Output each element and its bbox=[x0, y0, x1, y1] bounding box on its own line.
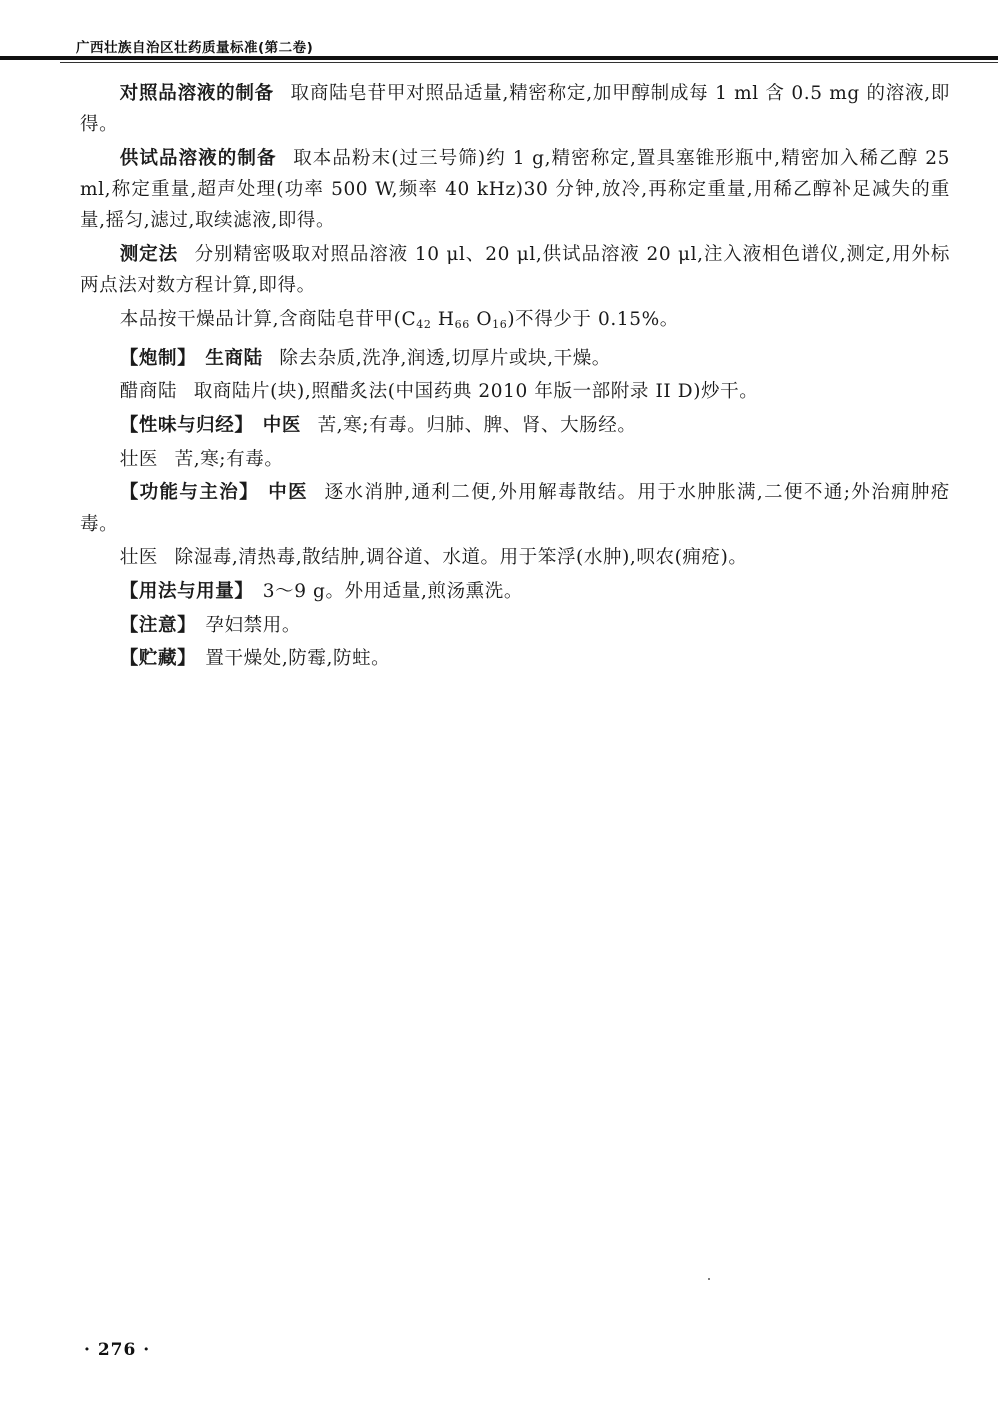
content-text-after: )不得少于 0.15%。 bbox=[507, 308, 679, 330]
reference-solution-label: 对照品溶液的制备 bbox=[119, 83, 274, 104]
processing-raw-label: 生商陆 bbox=[205, 347, 263, 369]
content-text-mid-2: O bbox=[469, 308, 493, 330]
caution-text: 孕妇禁用。 bbox=[205, 614, 301, 636]
paragraph-nature-meridian bbox=[80, 410, 950, 441]
nature-zhuang-text: 苦,寒;有毒。 bbox=[174, 448, 284, 470]
nature-zhuang-label: 壮医 bbox=[119, 448, 158, 470]
running-header: 广西壮族自治区壮药质量标准(第二卷) bbox=[76, 40, 314, 56]
paragraph-processing bbox=[80, 343, 950, 374]
header-rule-thin bbox=[60, 62, 998, 63]
paragraph-function-zhuang bbox=[80, 542, 950, 573]
processing-section-heading: 【炮制】 bbox=[119, 347, 197, 369]
assay-text: 分别精密吸取对照品溶液 10 μl、20 μl,供试品溶液 20 μl,注入液相色谱仪,测定,用外标两点法对数方程计算,即得。 bbox=[80, 244, 950, 297]
reference-solution-text: 取商陆皂苷甲对照品适量,精密称定,加甲醇制成每 1 ml 含 0.5 mg 的溶液,即得。 bbox=[80, 83, 950, 136]
function-zhuang-label: 壮医 bbox=[119, 547, 158, 569]
function-tcm-text: 逐水消肿,通利二便,外用解毒散结。用于水肿胀满,二便不通;外治痈肿疮毒。 bbox=[80, 482, 951, 535]
processing-raw-text: 除去杂质,洗净,润透,切厚片或块,干燥。 bbox=[279, 347, 611, 369]
paragraph-reference-solution bbox=[80, 78, 950, 140]
storage-text: 置干燥处,防霉,防蛀。 bbox=[205, 648, 391, 670]
function-tcm-label: 中医 bbox=[268, 482, 309, 504]
usage-text: 3～9 g。外用适量,煎汤熏洗。 bbox=[262, 581, 523, 603]
page-number: · 276 · bbox=[84, 1340, 151, 1360]
storage-section-heading: 【贮藏】 bbox=[119, 648, 197, 670]
caution-section-heading: 【注意】 bbox=[119, 614, 197, 636]
content-text-before: 本品按干燥品计算,含商陆皂苷甲(C bbox=[119, 308, 417, 330]
test-solution-label: 供试品溶液的制备 bbox=[119, 147, 277, 169]
subscript-carbon: 42 bbox=[416, 317, 432, 331]
processing-vinegar-label: 醋商陆 bbox=[119, 381, 178, 403]
subscript-oxygen: 16 bbox=[492, 317, 508, 331]
paragraph-processing-vinegar bbox=[80, 376, 950, 407]
nature-section-heading: 【性味与归经】 bbox=[119, 415, 254, 437]
function-section-heading: 【功能与主治】 bbox=[119, 482, 259, 504]
header-rule bbox=[0, 56, 998, 60]
paragraph-caution bbox=[80, 610, 950, 641]
usage-section-heading: 【用法与用量】 bbox=[119, 581, 254, 603]
paragraph-test-solution bbox=[80, 143, 950, 237]
nature-tcm-text: 苦,寒;有毒。归肺、脾、肾、大肠经。 bbox=[317, 415, 637, 437]
paragraph-content-limit bbox=[80, 304, 950, 340]
paragraph-function-indication bbox=[80, 477, 950, 539]
content-text-mid-1: H bbox=[431, 308, 455, 330]
paragraph-usage-dosage bbox=[80, 576, 950, 607]
paragraph-storage bbox=[80, 643, 950, 674]
paragraph-nature-zhuang bbox=[80, 444, 950, 475]
processing-vinegar-text: 取商陆片(块),照醋炙法(中国药典 2010 年版一部附录 II D)炒干。 bbox=[193, 381, 759, 403]
subscript-hydrogen: 66 bbox=[454, 317, 470, 331]
assay-label: 测定法 bbox=[119, 244, 178, 266]
paragraph-assay bbox=[80, 239, 950, 301]
nature-tcm-label: 中医 bbox=[262, 415, 301, 437]
scan-speck bbox=[708, 1278, 710, 1280]
test-solution-text: 取本品粉末(过三号筛)约 1 g,精密称定,置具塞锥形瓶中,精密加入稀乙醇 25 ml,称定重量,超声处理(功率 500 W,频率 40 kHz)30 分钟,放冷,再称定重量,用稀乙醇补足减失的重量,摇匀,滤过,取续滤液,即得。 bbox=[80, 147, 951, 232]
page-body bbox=[80, 78, 950, 677]
function-zhuang-text: 除湿毒,清热毒,散结肿,调谷道、水道。用于笨浮(水肿),呗农(痈疮)。 bbox=[174, 547, 748, 569]
